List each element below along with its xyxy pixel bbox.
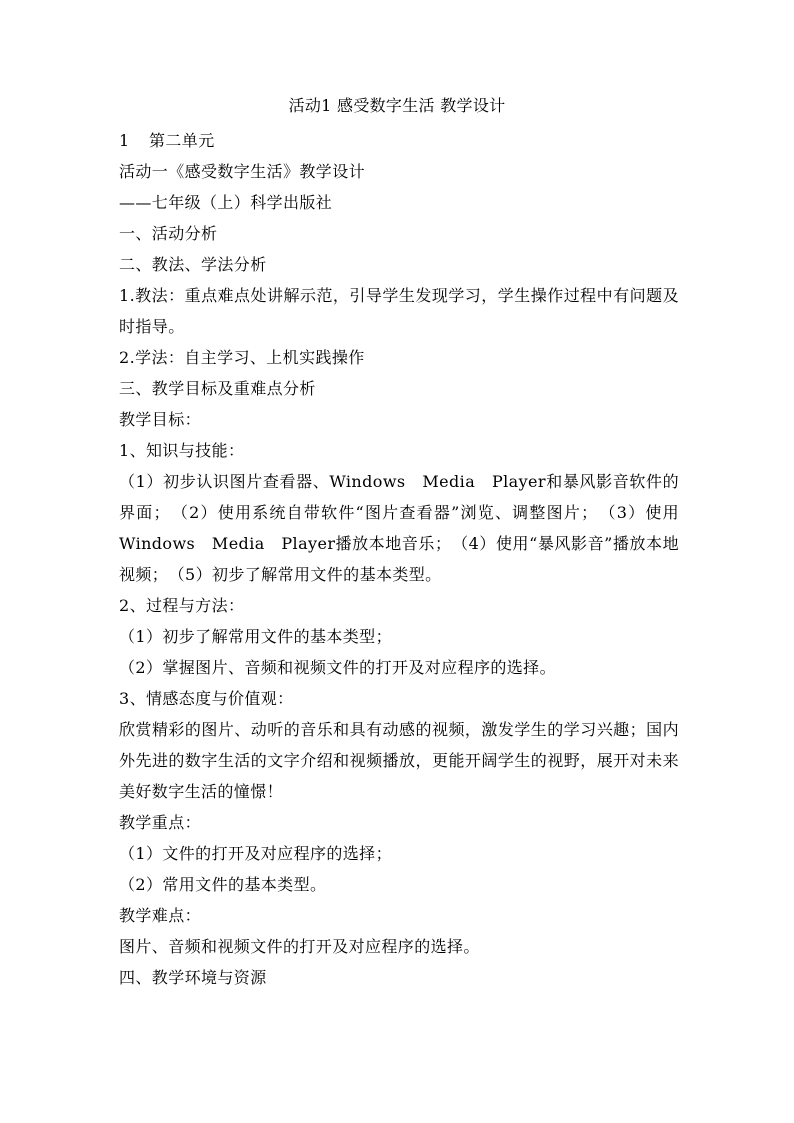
section-heading-1: 一、活动分析 (119, 224, 218, 243)
key-point-item: （2）常用文件的基本类型。 (119, 875, 327, 894)
unit-line (119, 125, 679, 156)
knowledge-label: 1、知识与技能： (119, 441, 245, 460)
section-heading-4: 四、教学环境与资源 (119, 968, 267, 987)
teaching-method-paragraph: 1.教法：重点难点处讲解示范，引导学生发现学习，学生操作过程中有问题及时指导。 (119, 286, 679, 336)
learning-method-line: 2.学法：自主学习、上机实践操作 (119, 348, 365, 367)
document-body (119, 125, 679, 993)
process-item: （1）初步了解常用文件的基本类型； (119, 627, 392, 646)
activity-heading: 活动一《感受数字生活》教学设计 (119, 162, 366, 181)
attitude-label: 3、情感态度与价值观： (119, 689, 294, 708)
objectives-label: 教学目标： (119, 410, 202, 429)
key-points-label: 教学重点： (119, 813, 202, 832)
difficult-points-label: 教学难点： (119, 906, 202, 925)
key-point-item: （1）文件的打开及对应程序的选择； (119, 844, 392, 863)
process-item: （2）掌握图片、音频和视频文件的打开及对应程序的选择。 (119, 658, 556, 677)
knowledge-paragraph: （1）初步认识图片查看器、Windows Media Player和暴风影音软件的界面； （2）使用系统自带软件“图片查看器”浏览、调整图片； （3）使用Windows Media Player播放本地音乐； （4）使用“暴风影音”播放本地视频； （5）初步了解常用文件的基本类型。 (119, 472, 679, 584)
unit-number: 1 (119, 131, 130, 150)
unit-label: 第二单元 (149, 131, 215, 150)
section-heading-2: 二、教法、学法分析 (119, 255, 267, 274)
difficult-point-text: 图片、音频和视频文件的打开及对应程序的选择。 (119, 937, 480, 956)
process-label: 2、过程与方法： (119, 596, 245, 615)
attitude-paragraph: 欣赏精彩的图片、动听的音乐和具有动感的视频，激发学生的学习兴趣；国内外先进的数字生活的文字介绍和视频播放，更能开阔学生的视野，展开对未来美好数字生活的憧憬！ (119, 720, 679, 801)
document-title: 活动1 感受数字生活 教学设计 (288, 96, 506, 115)
grade-publisher: ——七年级（上）科学出版社 (119, 193, 333, 212)
section-heading-3: 三、教学目标及重难点分析 (119, 379, 316, 398)
